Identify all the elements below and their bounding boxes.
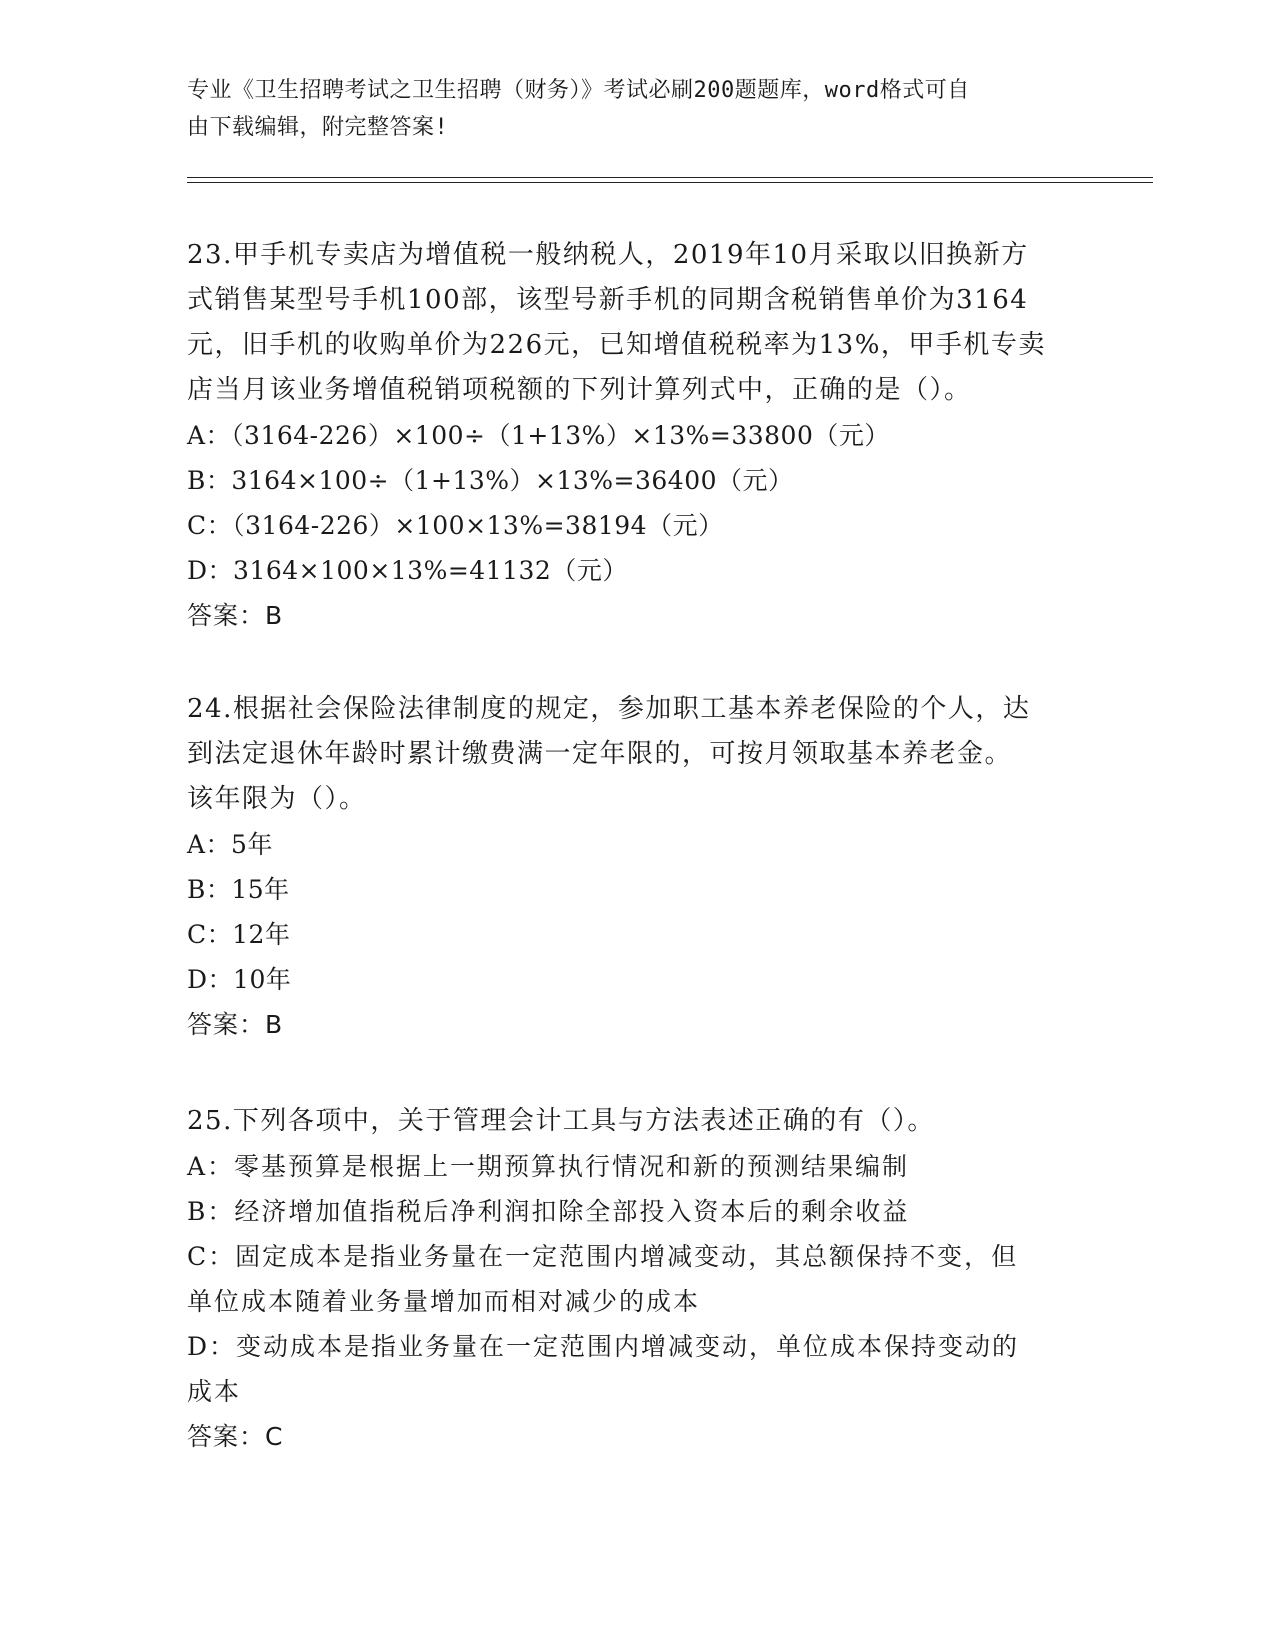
option-c-continued: 单位成本随着业务量增加而相对减少的成本: [187, 1287, 701, 1316]
document-header: [187, 72, 1067, 146]
header-divider-top: [187, 177, 1153, 178]
option-b: B：15年: [187, 875, 290, 904]
question-24: [187, 687, 1087, 1047]
header-line-2: 由下载编辑，附完整答案!: [187, 115, 449, 140]
option-a: A：（3164-226）×100÷（1+13%）×13%=33800（元）: [187, 421, 890, 450]
question-stem-line: 该年限为（）。: [187, 784, 367, 814]
header-line-1: 专业《卫生招聘考试之卫生招聘（财务）》考试必刷200题题库，word格式可自: [187, 78, 970, 103]
question-25: [187, 1099, 1087, 1459]
question-stem-line: 式销售某型号手机100部，该型号新手机的同期含税销售单价为3164: [187, 285, 1029, 315]
answer: 答案：C: [187, 1422, 284, 1451]
option-d-continued: 成本: [187, 1377, 242, 1406]
question-stem-line: 店当月该业务增值税销项税额的下列计算列式中，正确的是（）。: [187, 375, 972, 405]
answer: 答案：B: [187, 1010, 284, 1039]
question-23: [187, 233, 1087, 638]
option-b: B：3164×100÷（1+13%）×13%=36400（元）: [187, 466, 794, 495]
option-d: D：3164×100×13%=41132（元）: [187, 556, 628, 585]
option-a: A：5年: [187, 830, 273, 859]
question-stem-line: 23.甲手机专卖店为增值税一般纳税人，2019年10月采取以旧换新方: [187, 240, 1029, 270]
option-b: B：经济增加值指税后净利润扣除全部投入资本后的剩余收益: [187, 1197, 910, 1226]
question-stem-line: 元，旧手机的收购单价为226元，已知增值税税率为13%，甲手机专卖: [187, 330, 1046, 360]
header-divider-bottom: [187, 182, 1153, 183]
question-stem-line: 到法定退休年龄时累计缴费满一定年限的，可按月领取基本养老金。: [187, 739, 1013, 769]
option-c: C：（3164-226）×100×13%=38194（元）: [187, 511, 724, 540]
answer: 答案：B: [187, 601, 284, 630]
option-c: C：固定成本是指业务量在一定范围内增减变动，其总额保持不变，但: [187, 1242, 1019, 1271]
option-d: D：变动成本是指业务量在一定范围内增减变动，单位成本保持变动的: [187, 1332, 1020, 1361]
option-d: D：10年: [187, 965, 292, 994]
question-stem-line: 24.根据社会保险法律制度的规定，参加职工基本养老保险的个人，达: [187, 694, 1031, 724]
option-c: C：12年: [187, 920, 291, 949]
option-a: A：零基预算是根据上一期预算执行情况和新的预测结果编制: [187, 1152, 910, 1181]
question-stem-line: 25.下列各项中，关于管理会计工具与方法表述正确的有（）。: [187, 1106, 935, 1136]
